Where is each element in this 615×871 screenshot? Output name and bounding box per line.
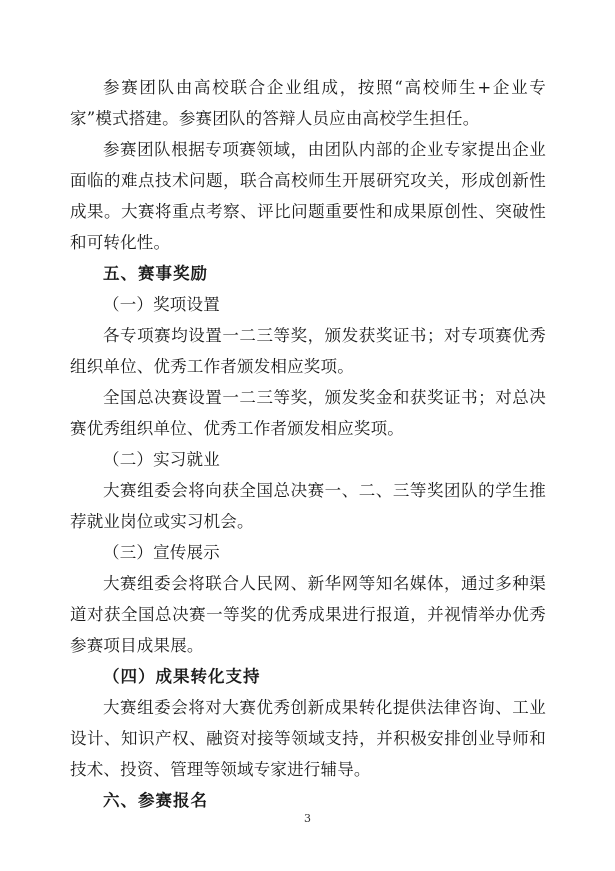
subsection-heading: （二）实习就业	[103, 450, 220, 469]
paragraph: 各专项赛均设置一二三等奖，颁发获奖证书；对专项赛优秀组织单位、优秀工作者颁发相应奖项。	[70, 326, 546, 376]
paragraph: 大赛组委会将向获全国总决赛一、二、三等奖团队的学生推荐就业岗位或实习机会。	[70, 481, 546, 531]
section-heading: 五、赛事奖励	[103, 264, 208, 283]
paragraph: 大赛组委会将对大赛优秀创新成果转化提供法律咨询、工业设计、知识产权、融资对接等领域支持，并积极安排创业导师和技术、投资、管理等领域专家进行辅导。	[70, 698, 546, 779]
document-body	[70, 72, 546, 816]
paragraph: 参赛团队由高校联合企业组成，按照“高校师生+企业专家”模式搭建。参赛团队的答辩人员应由高校学生担任。	[70, 78, 546, 128]
page-number: 3	[304, 812, 311, 825]
subsection-heading: （三）宣传展示	[103, 543, 220, 562]
subsection-heading: （一）奖项设置	[103, 295, 220, 314]
section-heading: 六、参赛报名	[103, 791, 208, 810]
subsection-heading: （四）成果转化支持	[103, 667, 261, 686]
paragraph: 参赛团队根据专项赛领域，由团队内部的企业专家提出企业面临的难点技术问题，联合高校师生开展研究攻关，形成创新性成果。大赛将重点考察、评比问题重要性和成果原创性、突破性和可转化性。	[70, 140, 546, 252]
paragraph: 全国总决赛设置一二三等奖，颁发奖金和获奖证书；对总决赛优秀组织单位、优秀工作者颁发相应奖项。	[70, 388, 546, 438]
paragraph: 大赛组委会将联合人民网、新华网等知名媒体，通过多种渠道对获全国总决赛一等奖的优秀成果进行报道，并视情举办优秀参赛项目成果展。	[70, 574, 546, 655]
